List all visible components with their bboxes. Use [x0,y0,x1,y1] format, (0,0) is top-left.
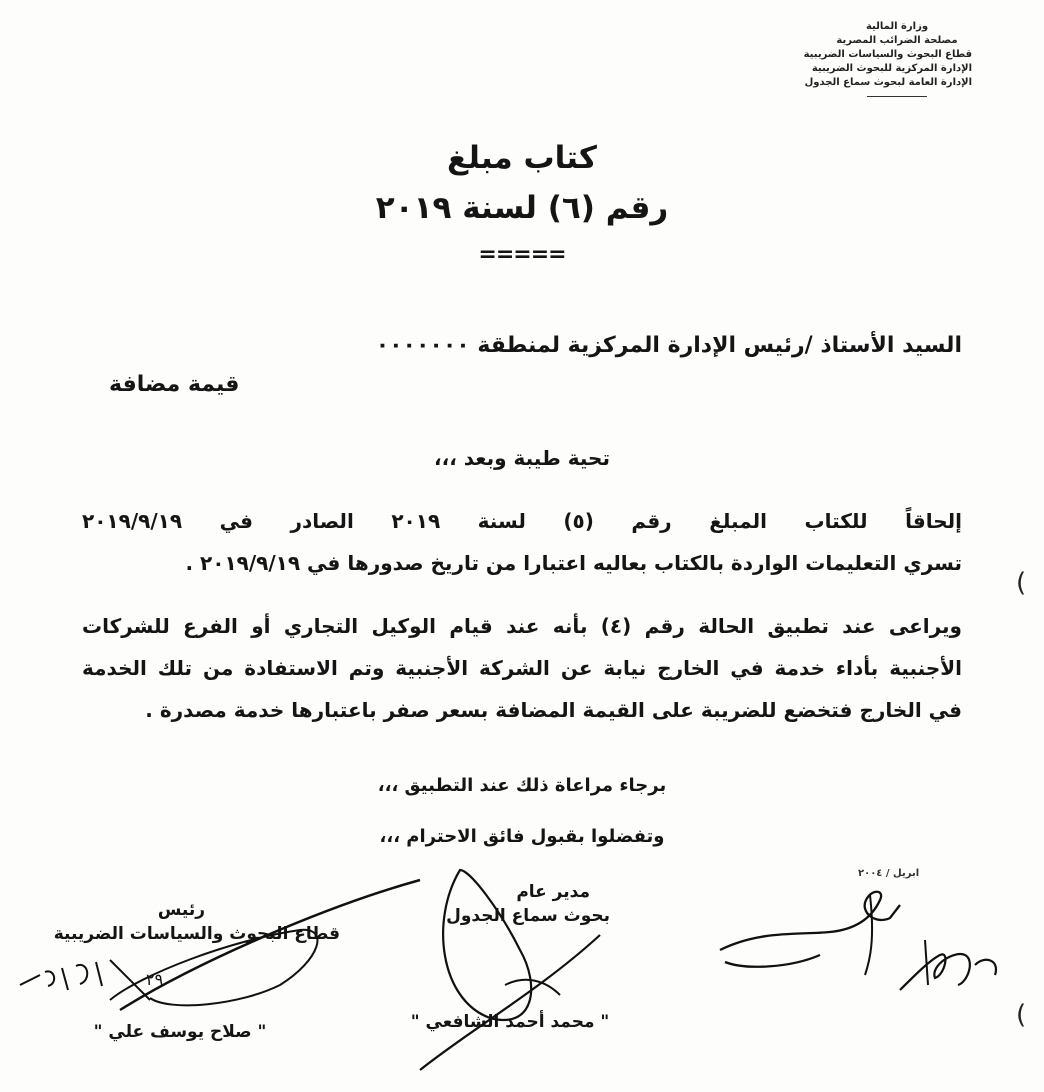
signature-stroke-right [725,955,820,967]
signature-name-general-manager: " محمد أحمد الشافعي " [410,1012,610,1032]
body-paragraph [82,500,962,584]
signature-stroke-middle [505,980,560,995]
letterhead-line: مصلحة الضرائب المصرية [836,35,958,46]
document-title: كتاب مبلغ [447,140,597,176]
body-line: إلحاقاً للكتاب المبلغ رقم (٥) لسنة ٢٠١٩ الصادر في ٢٠١٩/٩/١٩ [82,509,962,533]
letterhead-line: قطاع البحوث والسياسات الضريبية [803,49,972,60]
margin-mark: ( [1016,568,1027,598]
signature-stroke-right [720,892,900,950]
signature-block-general-manager [440,880,610,928]
body-line: الأجنبية بأداء خدمة في الخارج نيابة عن الشركة الأجنبية وتم الاستفادة من تلك الخدمة [82,656,962,680]
signature-department: قطاع البحوث والسياسات الضريبية [53,924,340,944]
body-line: تسري التعليمات الواردة بالكتاب بعاليه اعتبارا من تاريخ صدورها في ٢٠١٩/٩/١٩ . [185,551,962,575]
handwritten-day: ٢٩ [146,970,164,989]
signature-department: بحوث سماع الجدول [446,906,610,926]
signature-block-sector-head [20,898,340,946]
small-date: ابريل / ٢٠٠٤ [858,868,920,879]
signature-name-sector-head: " صلاح يوسف علي " [93,1022,267,1042]
subject: قيمة مضافة [109,372,240,397]
signature-stroke-middle [420,935,600,1070]
closing-regards: وتفضلوا بقبول فائق الاحترام ،،، [379,826,665,847]
document-number: رقم (٦) لسنة ٢٠١٩ [375,190,669,226]
signature-stroke-right [865,895,872,975]
signature-stroke-right-2 [900,954,996,990]
body-line: في الخارج فتخضع للضريبة على القيمة المضافة بسعر صفر باعتبارها خدمة مصدرة . [145,698,962,722]
signature-stroke-right-2 [925,940,928,985]
handwritten-date [20,960,150,1000]
title-divider: ===== [478,242,566,267]
body-line: ويراعى عند تطبيق الحالة رقم (٤) بأنه عند قيام الوكيل التجاري أو الفرع للشركات [82,614,962,638]
margin-mark: ( [1016,1000,1027,1030]
addressee: السيد الأستاذ /رئيس الإدارة المركزية لمنطقة ٠٠٠٠٠٠٠ [375,333,962,358]
letterhead-line: الإدارة العامة لبحوث سماع الجدول [804,77,972,88]
letterhead-line: الإدارة المركزية للبحوث الضريبية [811,63,972,74]
greeting: تحية طيبة وبعد ،،، [434,446,610,470]
closing-request: برجاء مراعاة ذلك عند التطبيق ،،، [377,775,667,796]
letterhead-underline [867,96,927,97]
letterhead [803,20,972,97]
signature-title: رئيس [157,900,205,920]
letterhead-line: وزارة المالية [865,21,929,32]
signature-title: مدير عام [516,882,590,902]
body-paragraph [82,605,962,731]
